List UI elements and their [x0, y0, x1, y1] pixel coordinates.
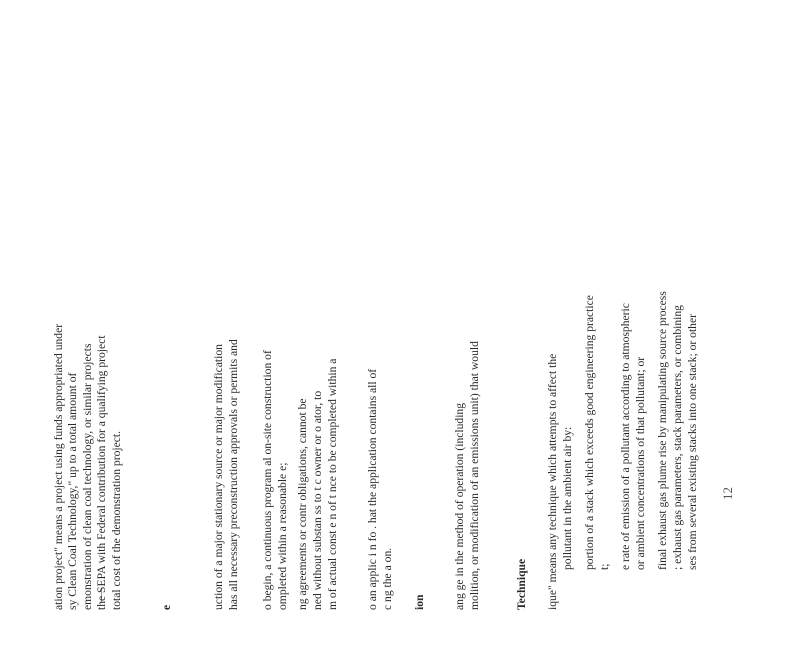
- text-line: the SEPA with Federal contribution for a qualifying project: [95, 335, 108, 610]
- text-line: e rate of emission of a pollutant according to atmospheric: [619, 303, 632, 570]
- text-line: emonstration of clean coal technology, or similar projects: [81, 343, 94, 610]
- text-line: c ng the a on.: [381, 547, 394, 610]
- text-line: ses from several existing stacks into one stack; or other: [686, 314, 699, 570]
- rotated-text-block: [52, 100, 720, 660]
- text-line: pollutant in the ambient air by:: [561, 426, 574, 570]
- text-line: ation project" means a project using funds appropriated under: [52, 323, 65, 610]
- text-line: total cost of the demonstration project.: [110, 430, 123, 610]
- text-line: uction of a major stationary source or major modification: [212, 344, 225, 610]
- text-line: ique" means any technique which attempts to affect the: [546, 353, 559, 610]
- text-line: t;: [598, 563, 611, 570]
- text-line: o an applic i n fo . hat the application contains all of: [366, 368, 379, 610]
- text-line: Technique: [515, 558, 528, 610]
- text-line: ned without substan ss to t c owner or o ator, to: [311, 390, 324, 610]
- text-line: e: [160, 604, 173, 610]
- text-line: or ambient concentrations of that pollutant; or: [634, 356, 647, 570]
- text-line: sy Clean Coal Technology," up to a total amount of: [66, 372, 79, 610]
- text-line: ng agreements or contr obligations, cannot be: [296, 398, 309, 610]
- text-line: o begin, a continuous program al on-site construction of: [261, 350, 274, 610]
- text-line: molition, or modification of an emissions unit) that would: [468, 341, 481, 610]
- page-number: 12: [720, 487, 735, 500]
- text-line: final exhaust gas plume rise by manipulating source process: [656, 291, 669, 570]
- text-line: ion: [413, 594, 426, 610]
- text-line: m of actual const e n of t nce to be completed within a: [326, 358, 339, 610]
- text-line: portion of a stack which exceeds good engineering practice: [583, 295, 596, 570]
- text-line: ; exhaust gas parameters, stack parameters, or combining: [671, 305, 684, 570]
- text-line: ang ge in the method of operation (including: [453, 402, 466, 610]
- text-line: ompleted within a reasonable e;: [276, 462, 289, 610]
- text-line: has all necessary preconstruction approvals or permits and: [227, 339, 240, 610]
